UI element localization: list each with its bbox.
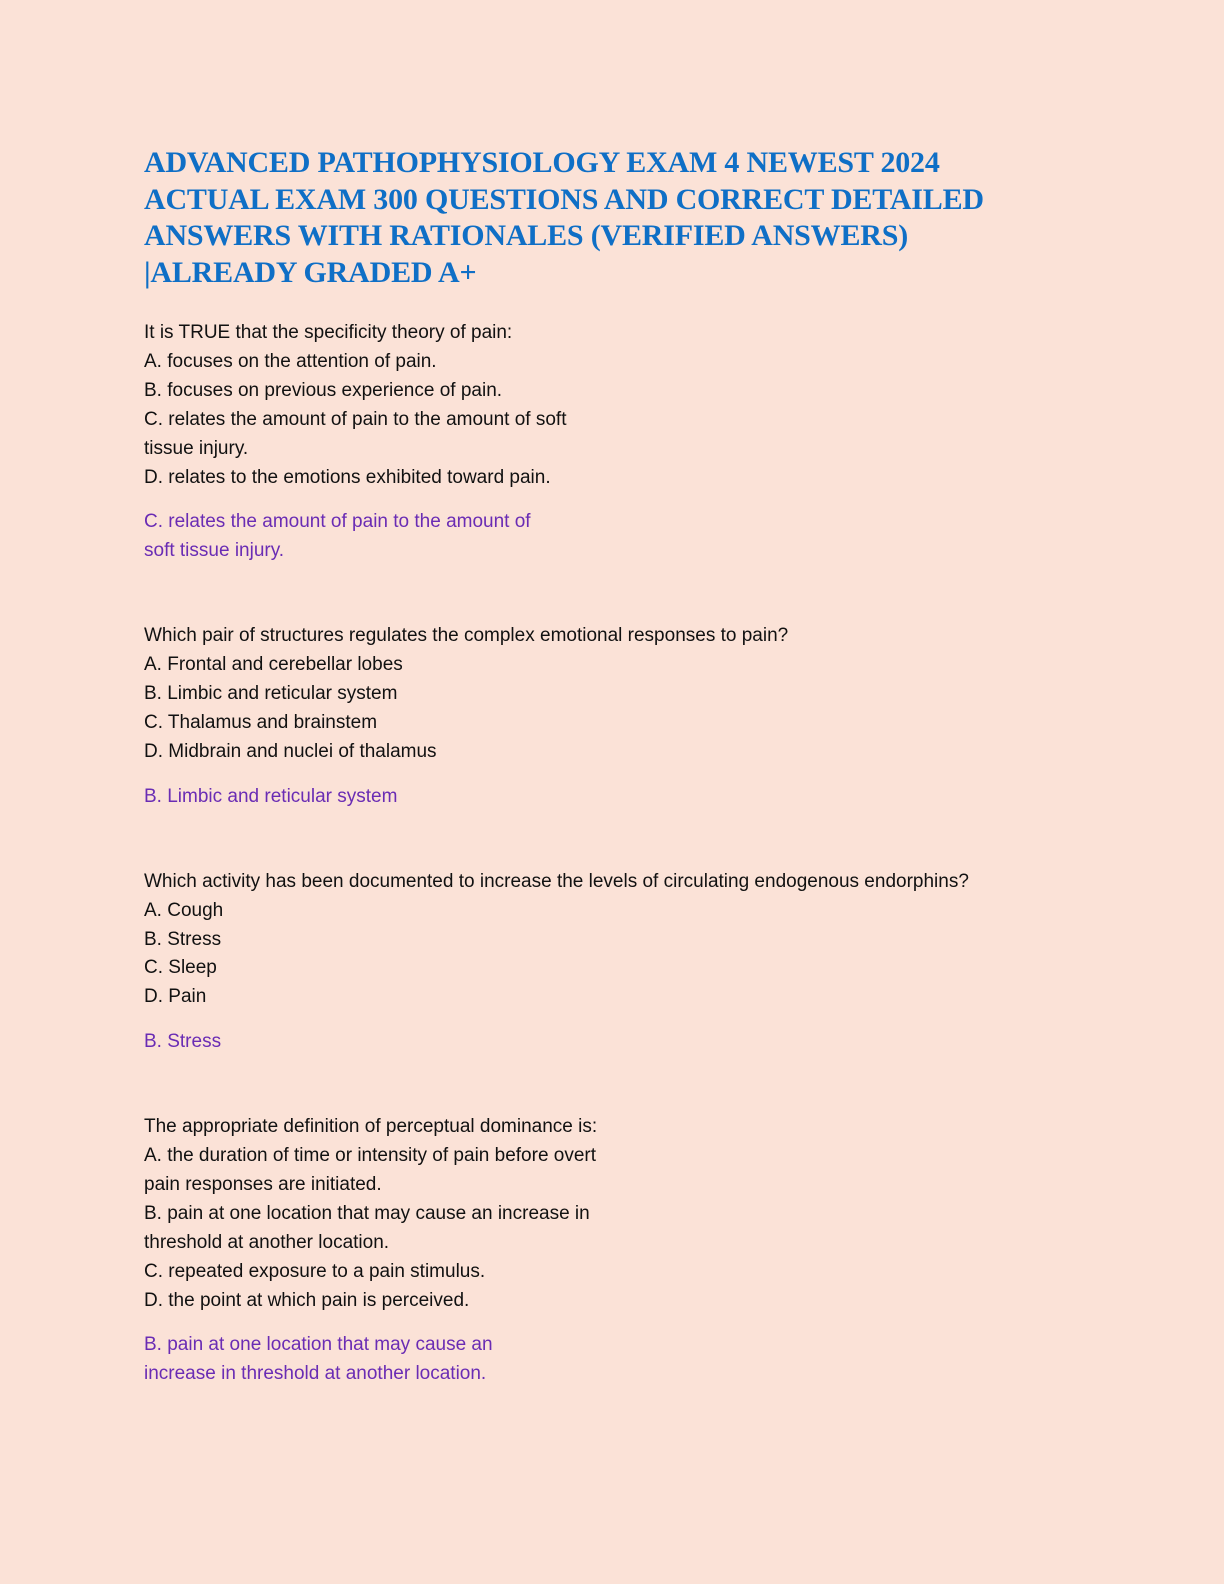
option-d: D. Midbrain and nuclei of thalamus	[144, 740, 437, 762]
option-b: B. Stress	[144, 928, 222, 950]
option-c-continued: tissue injury.	[144, 437, 249, 459]
option-a: A. focuses on the attention of pain.	[144, 350, 437, 372]
question-stem: Which activity has been documented to increase the levels of circulating endogenous endorphins?	[144, 870, 969, 892]
option-a: A. Cough	[144, 899, 224, 921]
option-b-continued: threshold at another location.	[144, 1231, 390, 1253]
answer-line: B. Stress	[144, 1031, 222, 1053]
option-c: C. repeated exposure to a pain stimulus.	[144, 1260, 486, 1282]
option-a-continued: pain responses are initiated.	[144, 1173, 382, 1195]
option-d: D. Pain	[144, 986, 207, 1008]
question-3	[144, 868, 1084, 1057]
answer	[144, 783, 1084, 812]
option-c: C. relates the amount of pain to the amount of soft	[144, 408, 567, 430]
question-stem: Which pair of structures regulates the complex emotional responses to pain?	[144, 625, 789, 647]
answer	[144, 508, 1084, 566]
option-c: C. Sleep	[144, 957, 217, 979]
option-a: A. Frontal and cerebellar lobes	[144, 654, 403, 676]
question-2	[144, 622, 1084, 811]
option-b: B. Limbic and reticular system	[144, 683, 398, 705]
question-1	[144, 319, 1084, 566]
question-list	[144, 319, 1084, 1389]
option-c: C. Thalamus and brainstem	[144, 711, 378, 733]
answer-line: soft tissue injury.	[144, 540, 285, 562]
answer-line: C. relates the amount of pain to the amount of	[144, 511, 531, 533]
option-d: D. the point at which pain is perceived.	[144, 1289, 470, 1311]
title-line: ADVANCED PATHOPHYSIOLOGY EXAM 4 NEWEST 2024	[144, 146, 940, 179]
answer-line: B. Limbic and reticular system	[144, 785, 398, 807]
option-b: B. pain at one location that may cause an increase in	[144, 1202, 590, 1224]
document-title	[144, 145, 1084, 291]
title-line: |ALREADY GRADED A+	[144, 255, 477, 289]
document-page	[144, 145, 1084, 1389]
question-stem: It is TRUE that the specificity theory of pain:	[144, 322, 513, 343]
answer-line: B. pain at one location that may cause an	[144, 1334, 493, 1356]
answer-line: increase in threshold at another location.	[144, 1363, 487, 1385]
title-line: ACTUAL EXAM 300 QUESTIONS AND CORRECT DETAILED	[144, 182, 984, 216]
option-d: D. relates to the emotions exhibited toward pain.	[144, 466, 551, 488]
question-stem: The appropriate definition of perceptual dominance is:	[144, 1116, 598, 1138]
option-b: B. focuses on previous experience of pain.	[144, 379, 503, 401]
answer	[144, 1331, 1084, 1389]
option-a: A. the duration of time or intensity of pain before overt	[144, 1145, 597, 1167]
question-4	[144, 1113, 1084, 1389]
answer	[144, 1028, 1084, 1057]
title-line: ANSWERS WITH RATIONALES (VERIFIED ANSWERS)	[144, 219, 908, 252]
